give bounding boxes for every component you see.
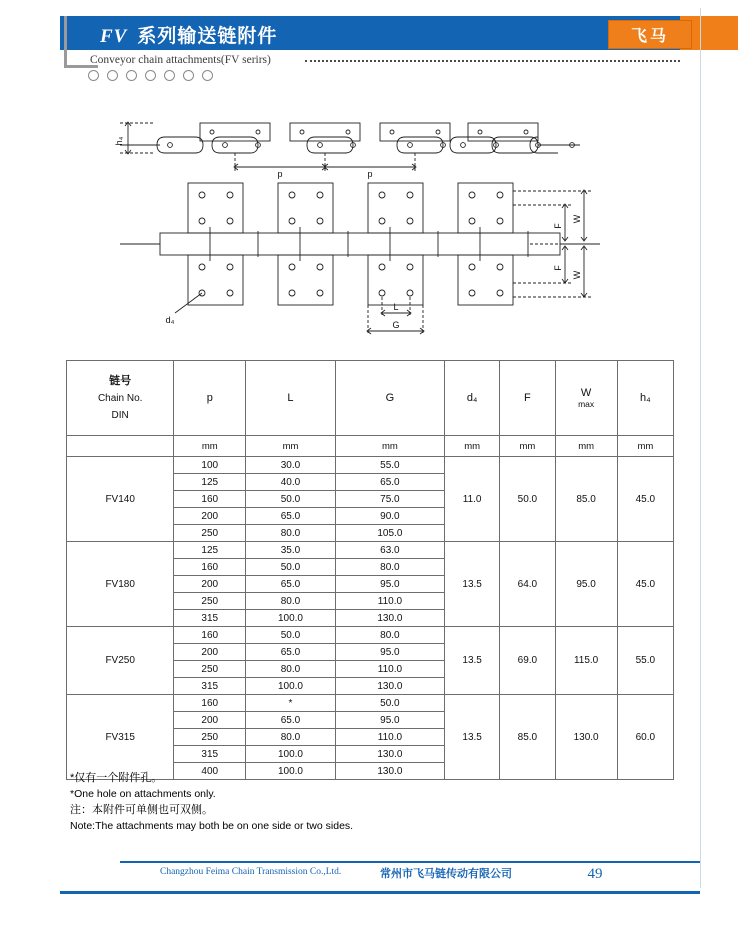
label-W-2: W: [572, 270, 582, 280]
cell-d4: 13.5: [445, 695, 500, 780]
label-F-2: F: [553, 265, 563, 271]
cell-G: 63.0: [335, 542, 444, 559]
page-header: [0, 8, 745, 80]
cell-p: 200: [174, 508, 246, 525]
circle-dot-4: [145, 70, 156, 81]
header-circle-decoration: [88, 70, 213, 81]
cell-G: 130.0: [335, 678, 444, 695]
col-header-F: F: [500, 361, 555, 436]
cell-L: 65.0: [246, 712, 336, 729]
cell-L: 80.0: [246, 729, 336, 746]
cell-h4: 45.0: [617, 457, 673, 542]
cell-L: 30.0: [246, 457, 336, 474]
unit-cell-L: mm: [246, 436, 336, 457]
cell-G: 50.0: [335, 695, 444, 712]
col-header-L: L: [246, 361, 336, 436]
spec-table: [66, 360, 674, 780]
label-L: L: [393, 302, 399, 312]
cell-G: 130.0: [335, 746, 444, 763]
header-dotted-rule: [305, 60, 680, 62]
footer-company-cn: 常州市飞马链传动有限公司: [380, 868, 512, 880]
page-number: 49: [587, 866, 603, 882]
cell-h4: 60.0: [617, 695, 673, 780]
circle-dot-3: [126, 70, 137, 81]
cell-p: 315: [174, 678, 246, 695]
cell-L: 100.0: [246, 678, 336, 695]
cell-G: 130.0: [335, 610, 444, 627]
cell-h4: 45.0: [617, 542, 673, 627]
cell-L: 80.0: [246, 525, 336, 542]
cell-d4: 13.5: [445, 542, 500, 627]
cell-G: 95.0: [335, 644, 444, 661]
header-row-units: [67, 436, 674, 457]
cell-G: 65.0: [335, 474, 444, 491]
table-row: [67, 542, 674, 559]
cell-G: 105.0: [335, 525, 444, 542]
cell-d4: 13.5: [445, 627, 500, 695]
col-header-G: G: [335, 361, 444, 436]
cell-G: 130.0: [335, 763, 444, 780]
circle-dot-7: [202, 70, 213, 81]
cell-p: 250: [174, 729, 246, 746]
label-d4: d₄: [165, 315, 175, 325]
company-logo: [608, 20, 692, 49]
cell-G: 75.0: [335, 491, 444, 508]
cell-G: 110.0: [335, 661, 444, 678]
col-header-chain-cn: 链号: [109, 374, 132, 387]
dim-h4: [120, 122, 155, 154]
cell-G: 80.0: [335, 627, 444, 644]
cell-chain-no: FV140: [67, 457, 174, 542]
cell-L: 50.0: [246, 627, 336, 644]
cell-chain-no: FV180: [67, 542, 174, 627]
cell-L: 50.0: [246, 491, 336, 508]
cell-L: 50.0: [246, 559, 336, 576]
col-header-p: p: [174, 361, 246, 436]
header-row-main: [67, 361, 674, 436]
cell-L: 80.0: [246, 593, 336, 610]
spec-table-container: [66, 360, 674, 780]
cell-W: 95.0: [555, 542, 617, 627]
cell-p: 400: [174, 763, 246, 780]
circle-dot-2: [107, 70, 118, 81]
drawing-svg: [60, 95, 700, 345]
cell-L: 35.0: [246, 542, 336, 559]
unit-cell-d4: mm: [445, 436, 500, 457]
technical-drawing: [60, 95, 700, 345]
cell-F: 50.0: [500, 457, 555, 542]
label-F-1: F: [553, 223, 563, 229]
page-right-rule: [700, 8, 701, 888]
dim-F-W: [513, 190, 592, 297]
cell-p: 200: [174, 576, 246, 593]
dim-p: [234, 153, 416, 171]
cell-L: *: [246, 695, 336, 712]
cell-d4: 11.0: [445, 457, 500, 542]
cell-G: 55.0: [335, 457, 444, 474]
cell-p: 125: [174, 542, 246, 559]
circle-dot-1: [88, 70, 99, 81]
col-header-chain-din: DIN: [111, 410, 129, 422]
note-line-2: *One hole on attachments only.: [70, 787, 216, 800]
cell-G: 110.0: [335, 593, 444, 610]
cell-h4: 55.0: [617, 627, 673, 695]
table-row: [67, 627, 674, 644]
note-line-3: 注：本附件可单侧也可双侧。: [70, 804, 213, 817]
cell-L: 40.0: [246, 474, 336, 491]
chain-plan-view: [120, 183, 600, 305]
cell-L: 80.0: [246, 661, 336, 678]
note-line-1: *仅有一个附件孔。: [70, 772, 163, 784]
label-h4: h₄: [114, 136, 124, 146]
unit-cell-F: mm: [500, 436, 555, 457]
label-p-1: p: [277, 169, 283, 179]
unit-cell-W: mm: [555, 436, 617, 457]
cell-p: 160: [174, 559, 246, 576]
cell-L: 65.0: [246, 576, 336, 593]
label-p-2: p: [367, 169, 373, 179]
page-title-cn: 系列输送链附件: [137, 26, 278, 47]
cell-G: 110.0: [335, 729, 444, 746]
chain-side-view: [120, 123, 580, 153]
cell-L: 100.0: [246, 610, 336, 627]
unit-cell-blank: [67, 436, 174, 457]
page-title-prefix: FV: [100, 26, 128, 47]
logo-text: 飞马: [630, 26, 669, 45]
footer-bottom-rule: [60, 891, 700, 894]
page-title: [100, 21, 277, 48]
cell-p: 125: [174, 474, 246, 491]
label-W-1: W: [572, 214, 582, 224]
cell-p: 250: [174, 593, 246, 610]
cell-p: 250: [174, 661, 246, 678]
cell-F: 69.0: [500, 627, 555, 695]
cell-W: 115.0: [555, 627, 617, 695]
col-header-h4: h₄: [617, 361, 673, 436]
page-footer: [0, 858, 745, 908]
cell-p: 200: [174, 712, 246, 729]
cell-p: 315: [174, 610, 246, 627]
table-row: [67, 457, 674, 474]
unit-cell-h4: mm: [617, 436, 673, 457]
unit-cell-p: mm: [174, 436, 246, 457]
cell-G: 95.0: [335, 576, 444, 593]
cell-p: 100: [174, 457, 246, 474]
cell-chain-no: FV315: [67, 695, 174, 780]
circle-dot-6: [183, 70, 194, 81]
footer-company-en: Changzhou Feima Chain Transmission Co.,Ltd.: [160, 867, 342, 877]
col-header-chain-no: [67, 361, 174, 436]
cell-F: 64.0: [500, 542, 555, 627]
spec-table-body: [67, 457, 674, 780]
cell-G: 80.0: [335, 559, 444, 576]
unit-cell-G: mm: [335, 436, 444, 457]
table-row: [67, 695, 674, 712]
circle-dot-5: [164, 70, 175, 81]
spec-table-head: [67, 361, 674, 457]
note-line-4: Note:The attachments may both be on one side or two sides.: [70, 819, 354, 832]
cell-F: 85.0: [500, 695, 555, 780]
cell-p: 160: [174, 491, 246, 508]
cell-p: 160: [174, 695, 246, 712]
cell-G: 95.0: [335, 712, 444, 729]
label-G: G: [392, 320, 400, 330]
cell-chain-no: FV250: [67, 627, 174, 695]
col-header-chain-en: Chain No.: [97, 393, 143, 405]
col-header-d4: d₄: [445, 361, 500, 436]
cell-p: 250: [174, 525, 246, 542]
cell-W: 85.0: [555, 457, 617, 542]
cell-L: 100.0: [246, 763, 336, 780]
cell-G: 90.0: [335, 508, 444, 525]
col-header-W-main: W: [580, 387, 592, 399]
cell-W: 130.0: [555, 695, 617, 780]
page-subtitle: Conveyor chain attachments(FV serirs): [90, 54, 271, 66]
cell-L: 65.0: [246, 644, 336, 661]
cell-p: 200: [174, 644, 246, 661]
col-header-W-sub: max: [578, 399, 595, 409]
cell-p: 160: [174, 627, 246, 644]
dim-d4: [175, 293, 202, 313]
cell-L: 65.0: [246, 508, 336, 525]
col-header-W: [555, 361, 617, 436]
notes-block: [70, 770, 353, 835]
cell-p: 315: [174, 746, 246, 763]
cell-L: 100.0: [246, 746, 336, 763]
